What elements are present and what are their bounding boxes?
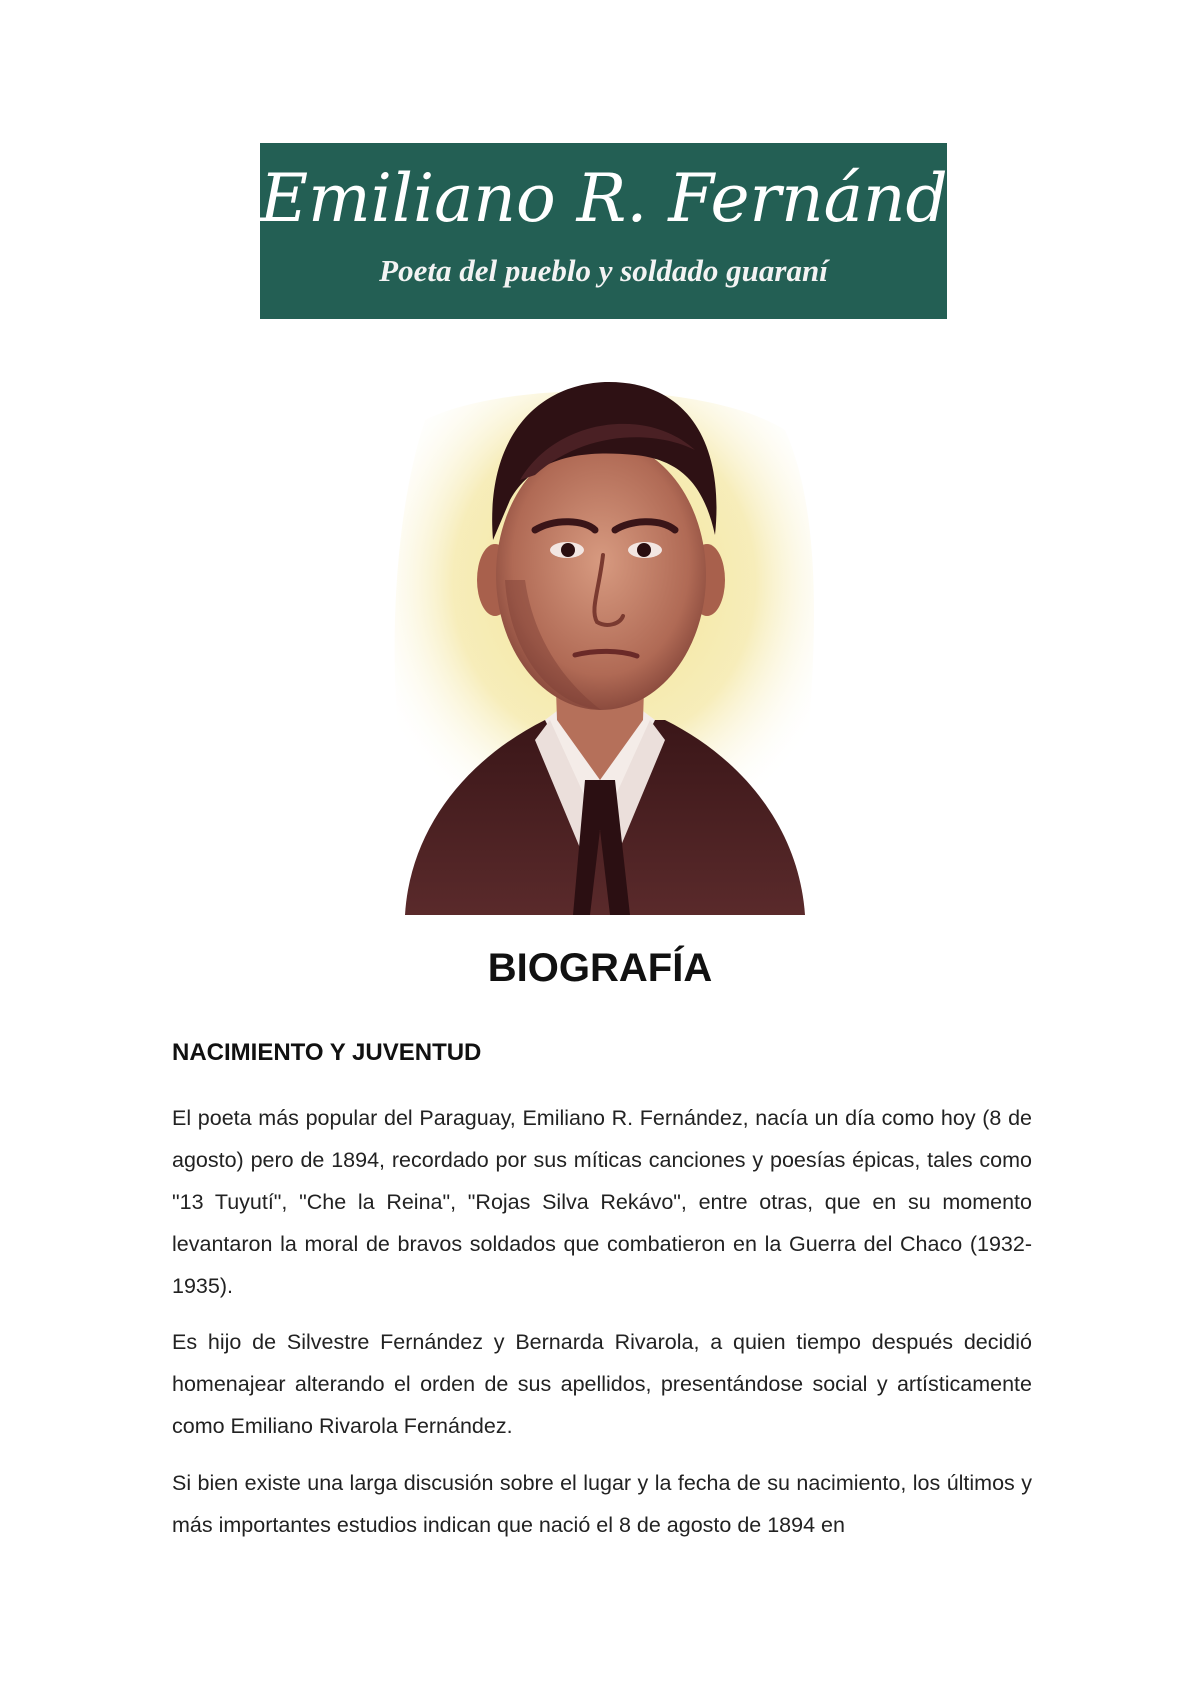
main-heading: BIOGRAFÍA [487,946,713,990]
banner-title: Emiliano R. Fernández [260,160,1022,237]
paragraph: Si bien existe una larga discusión sobre el lugar y la fecha de su nacimiento, los últimos y más importantes estudios indican que nació el 8 de agosto de 1894 en [172,1471,1032,1537]
paragraph: El poeta más popular del Paraguay, Emiliano R. Fernández, nacía un día como hoy (8 de agosto) pero de 1894, recordado por sus míticas canciones y poesías épicas, tales como "13 Tuyutí", "Che la Reina", "Rojas Silva Rekávo", entre otras, que en su momento levantaron la moral de bravos soldados que combatieron en la Guerra del Chaco (1932-1935). [172,1106,1032,1298]
poet-portrait-illustration [385,360,819,915]
banner-subtitle: Poeta del pueblo y soldado guaraní [379,253,828,288]
title-banner [260,143,1022,319]
section-heading: NACIMIENTO Y JUVENTUD [172,1039,482,1066]
paragraph: Es hijo de Silvestre Fernández y Bernarda Rivarola, a quien tiempo después decidió homenajear alterando el orden de sus apellidos, presentándose social y artísticamente como Emiliano Rivarola Fernández. [172,1330,1032,1438]
